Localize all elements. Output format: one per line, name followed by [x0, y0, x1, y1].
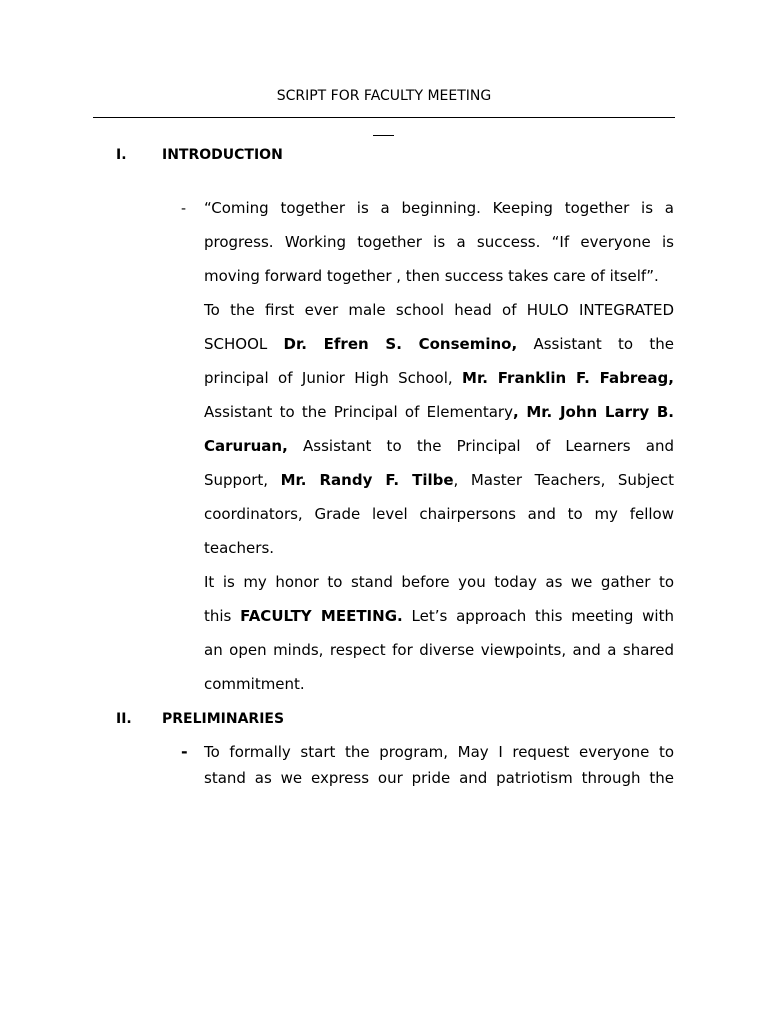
- school-head-name: Dr. Efren S. Consemino,: [283, 335, 518, 353]
- meeting-name: FACULTY MEETING.: [240, 607, 403, 625]
- section-numeral: I.: [116, 147, 127, 163]
- text-line: stand as we express our pride and patriotism through the: [204, 769, 674, 787]
- text-line: It is my honor to stand before you today as we gather to: [204, 573, 674, 591]
- section-title: PRELIMINARIES: [162, 711, 285, 727]
- text-line: teachers.: [204, 539, 275, 557]
- text-line: “Coming together is a beginning. Keeping together is a: [204, 199, 674, 217]
- text-line: principal of Junior High School, Mr. Franklin F. Fabreag,: [204, 369, 674, 387]
- document-title: SCRIPT FOR FACULTY MEETING: [276, 88, 492, 104]
- text-line: an open minds, respect for diverse viewpoints, and a shared: [204, 641, 674, 659]
- text-line: Assistant to the Principal of Elementary, Mr. John Larry B.: [204, 403, 674, 421]
- support-assistant-name: Mr. Randy F. Tilbe: [280, 471, 454, 489]
- bullet-dash: -: [181, 201, 187, 217]
- text-line: moving forward together , then success takes care of itself”.: [204, 267, 659, 285]
- title-underline: [93, 117, 675, 118]
- bullet-dash: -: [181, 742, 188, 761]
- school-prefix: SCHOOL: [204, 335, 268, 353]
- text-line: coordinators, Grade level chairpersons and to my fellow: [204, 505, 674, 523]
- section-introduction-heading: [116, 145, 283, 165]
- text-line: progress. Working together is a success. “If everyone is: [204, 233, 674, 251]
- section-numeral: II.: [116, 711, 132, 727]
- text-line: To the first ever male school head of HULO INTEGRATED: [204, 301, 674, 319]
- title-underline-tail: [373, 135, 394, 136]
- section-title: INTRODUCTION: [162, 147, 283, 163]
- elem-assistant-name: , Mr. John Larry B.: [512, 403, 674, 421]
- text-line: To formally start the program, May I request everyone to: [204, 743, 674, 761]
- text-line: Support, Mr. Randy F. Tilbe, Master Teachers, Subject: [204, 471, 674, 489]
- jhs-assistant-name: Mr. Franklin F. Fabreag,: [462, 369, 674, 387]
- text-line: commitment.: [204, 675, 305, 693]
- text-line: SCHOOL Dr. Efren S. Consemino, Assistant to the: [204, 335, 674, 353]
- text-line: this FACULTY MEETING. Let’s approach this meeting with: [204, 607, 674, 625]
- elem-assistant-surname: Caruruan,: [204, 437, 288, 455]
- section-preliminaries-heading: [116, 709, 284, 729]
- text-line: Caruruan, Assistant to the Principal of Learners and: [204, 437, 674, 455]
